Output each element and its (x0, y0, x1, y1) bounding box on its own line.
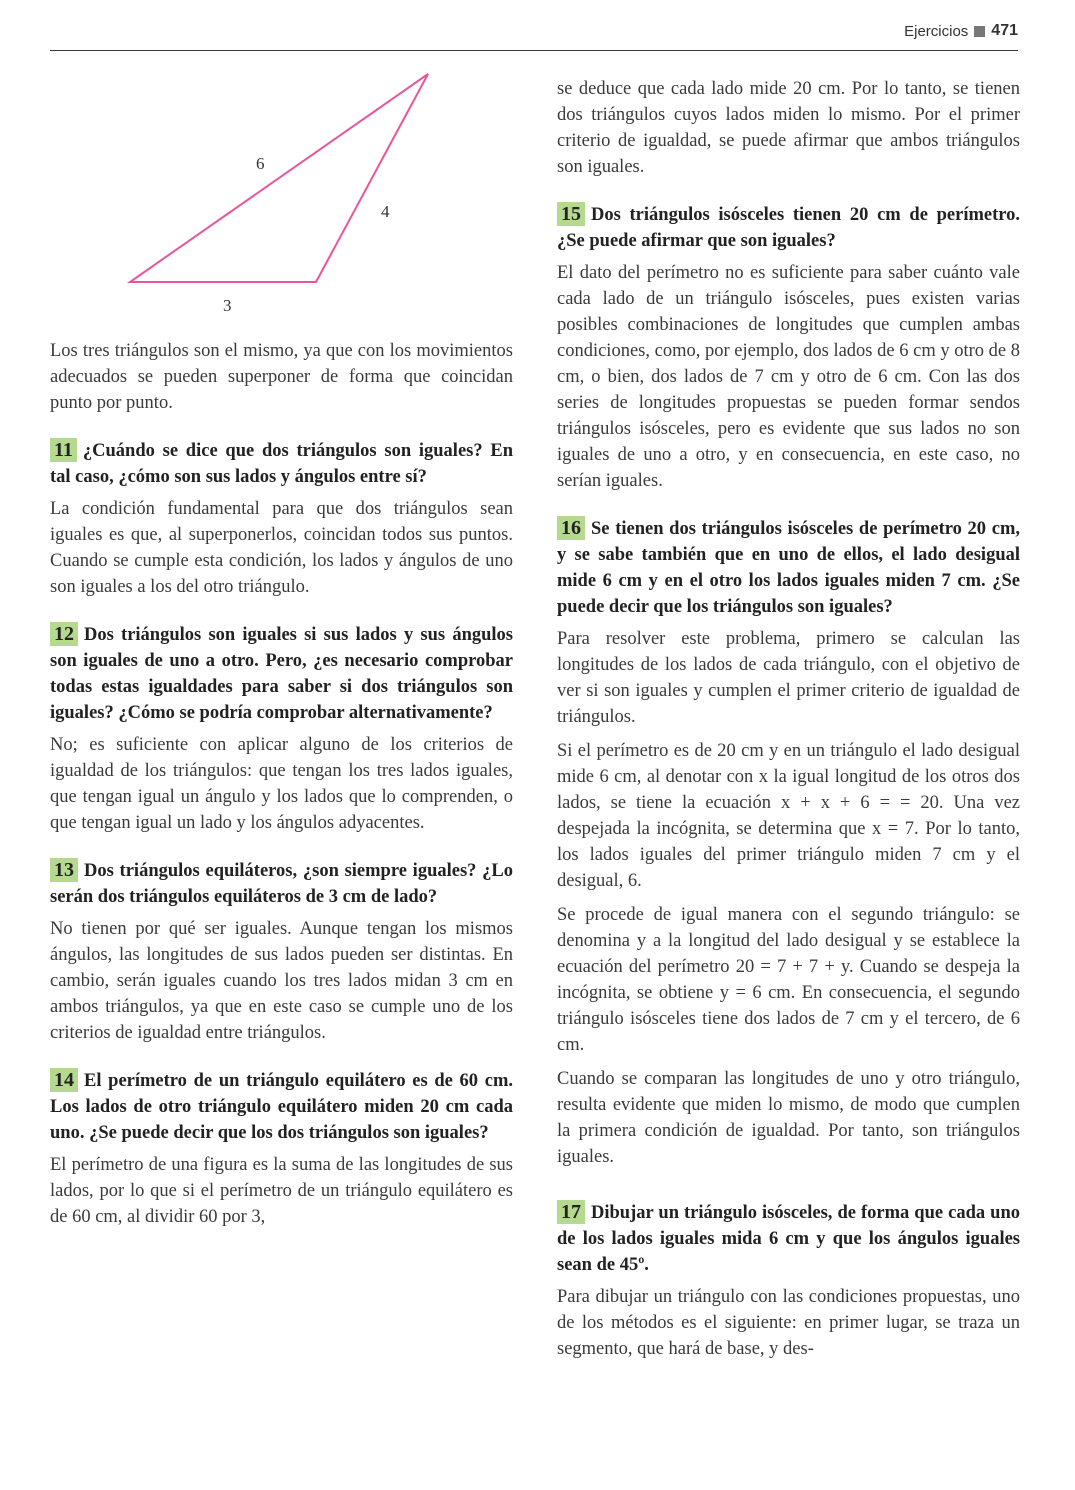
triangle-svg (50, 70, 513, 332)
square-bullet-icon (974, 26, 985, 37)
side-label-4: 4 (381, 202, 390, 221)
question-number: 13 (50, 858, 78, 882)
question-text: Dos triángulos son iguales si sus lados y sus ángulos son iguales de uno a otro. Pero, ¿es necesario comprobar todas estas igualdades para saber si dos triángulos son iguales? ¿Cómo se podría comprobar alternativamente? (50, 625, 513, 723)
question-text: El perímetro de un triángulo equilátero es de 60 cm. Los lados de otro triángulo equilátero miden 20 cm cada uno. ¿Se puede decir que los dos triángulos son iguales? (50, 1071, 513, 1143)
left-column (50, 70, 513, 1238)
side-label-3: 3 (223, 296, 232, 315)
answer-14: El perímetro de una figura es la suma de las longitudes de sus lados, por lo que si el perímetro de un triángulo equilátero es de 60 cm, al dividir 60 por 3, (50, 1155, 513, 1227)
question-13 (50, 858, 513, 910)
question-number: 15 (557, 202, 585, 226)
question-11 (50, 438, 513, 490)
page-header (50, 22, 1018, 51)
question-text: Dos triángulos isósceles tienen 20 cm de perímetro. ¿Se puede afirmar que son iguales? (557, 205, 1020, 251)
answer-16-part2: Si el perímetro es de 20 cm y en un triángulo el lado desigual mide 6 cm, al denotar con x la igual longitud de los otros dos lados, se tiene la ecuación x + x + 6 = = 20. Una vez despejada la incógnita, se determina que x = 7. Por lo tanto, los lados iguales del primer triángulo miden 7 cm y el desigual, 6. (557, 741, 1020, 891)
answer-12: No; es suficiente con aplicar alguno de los criterios de igualdad de los triángulos: que tengan los tres lados iguales, que tengan igual un ángulo y los lados que lo comprenden, o que tengan igual un lado y los ángulos adyacentes. (50, 735, 513, 833)
answer-11: La condición fundamental para que dos triángulos sean iguales es que, al superponerlos, coincidan todos sus puntos. Cuando se cumple esta condición, los lados y ángulos de uno son iguales a los del otro triángulo. (50, 499, 513, 597)
question-text: Dibujar un triángulo isósceles, de forma que cada uno de los lados iguales mida 6 cm y que los ángulos iguales sean de 45º. (557, 1203, 1020, 1275)
question-15 (557, 202, 1020, 254)
page-number: 471 (991, 22, 1018, 39)
question-number: 17 (557, 1200, 585, 1224)
header-right (904, 22, 1018, 40)
answer-16-part3: Se procede de igual manera con el segundo triángulo: se denomina y a la longitud del lado desigual y se establece la ecuación del perímetro 20 = 7 + 7 + y. Cuando se despeja la incógnita, se obtiene y = 6 cm. En consecuencia, el segundo triángulo isósceles tiene dos lados de 7 cm y el tercero, de 6 cm. (557, 905, 1020, 1055)
question-number: 14 (50, 1068, 78, 1092)
section-title: Ejercicios (904, 22, 969, 40)
question-number: 12 (50, 622, 78, 646)
question-16 (557, 516, 1020, 620)
triangle-figure (50, 70, 513, 332)
question-number: 16 (557, 516, 585, 540)
right-column (557, 76, 1020, 1370)
question-text: ¿Cuándo se dice que dos triángulos son iguales? En tal caso, ¿cómo son sus lados y ángulos entre sí? (50, 441, 513, 487)
answer-16-part1: Para resolver este problema, primero se calculan las longitudes de los lados de cada triángulo, con el objetivo de ver si son iguales y cumplen el primer criterio de igualdad de triángulos. (557, 629, 1020, 727)
question-12 (50, 622, 513, 726)
side-label-6: 6 (256, 154, 265, 173)
question-text: Dos triángulos equiláteros, ¿son siempre iguales? ¿Lo serán dos triángulos equiláteros de 3 cm de lado? (50, 861, 513, 907)
answer-16-part4: Cuando se comparan las longitudes de uno y otro triángulo, resulta evidente que miden lo mismo, de modo que cumplen la primera condición de igualdad. Por tanto, son triángulos iguales. (557, 1069, 1020, 1167)
question-text: Se tienen dos triángulos isósceles de perímetro 20 cm, y se sabe también que en uno de ellos, el lado desigual mide 6 cm y en el otro los lados iguales miden 7 cm. ¿Se puede decir que los triángulos son iguales? (557, 519, 1020, 617)
intro-paragraph: Los tres triángulos son el mismo, ya que con los movimientos adecuados se pueden superponer de forma que coincidan punto por punto. (50, 341, 513, 413)
answer-13: No tienen por qué ser iguales. Aunque tengan los mismos ángulos, las longitudes de sus lados pueden ser distintas. En cambio, serán iguales cuando los tres lados midan 3 cm en ambos triángulos, ya que en este caso se cumple uno de los criterios de igualdad entre triángulos. (50, 919, 513, 1043)
continuation-paragraph: se deduce que cada lado mide 20 cm. Por lo tanto, se tienen dos triángulos cuyos lados miden lo mismo. Por el primer criterio de igualdad, se puede afirmar que ambos triángulos son iguales. (557, 79, 1020, 177)
answer-15: El dato del perímetro no es suficiente para saber cuánto vale cada lado de un triángulo isósceles, pues existen varias posibles combinaciones de longitudes que cumplen ambas condiciones, como, por ejemplo, dos lados de 6 cm y otro de 8 cm, o bien, dos lados de 7 cm y otro de 6 cm. Con las dos series de longitudes propuestas se pueden formar sendos triángulos isósceles, pero es evidente que sus lados no son iguales de uno a otro, y en consecuencia, en este caso, no serían iguales. (557, 263, 1020, 491)
question-14 (50, 1068, 513, 1146)
question-number: 11 (50, 438, 77, 462)
triangle-shape (130, 74, 428, 282)
question-17 (557, 1200, 1020, 1278)
answer-17: Para dibujar un triángulo con las condiciones propuestas, uno de los métodos es el siguiente: en primer lugar, se traza un segmento, que hará de base, y des- (557, 1287, 1020, 1359)
